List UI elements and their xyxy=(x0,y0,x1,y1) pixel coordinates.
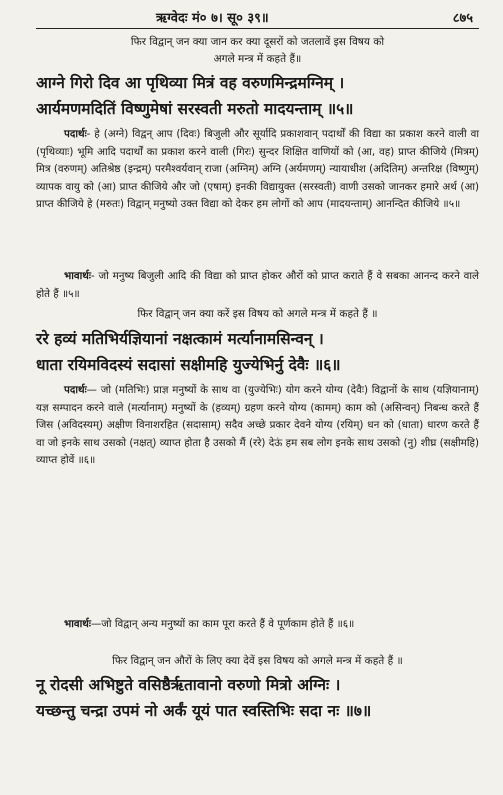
intro-5-line-2: अगले मन्त्र में कहते हैं॥ xyxy=(213,53,302,65)
mantra-5-line-1: आग्ने गिरो दिव आ पृथिव्या मित्रं वह वरुणमिन्द्रमग्निम् । xyxy=(36,73,345,92)
mantra-6-line-1: ररे हव्यं मतिभिर्यज्ञियानां नक्षत्कामं मर्त्यानामसिन्वन् । xyxy=(36,329,324,348)
intro-7-line-1: फिर विद्वान् जन औरों के लिए क्या देवें इस विषय को अगले मन्त्र में कहते हैं ॥ xyxy=(112,655,403,667)
mantra-7-line-2: यच्छन्तु चन्द्रा उपमं नो अर्कं यूयं पात स्वस्तिभिः सदा नः ॥७॥ xyxy=(36,701,372,720)
mantra-5 xyxy=(36,70,479,122)
padartha-6-text: — जो (मतिभिः) प्राज्ञ मनुष्यों के साथ वा (युज्येभिः) योग करने योग्य (देवैः) विद्वानों के साथ (यज्ञियानाम्) यज्ञ सम्पादन करने वाले (मर्त्यानाम्) मनुष्यों के (हव्यम्) ग्रहण करने योग्य (कामम्) काम को (असिन्वन्) निबन्ध करते हैं जिस (अविदस्यम्) अक्षीण विनाशरहित (सदासाम्) सदैव अच्छे प्रकार देवने योग्य (रयिम्) धन को (धाता) धारण करते हैं वा जो इनके साथ उसको (नक्षत्) व्याप्त होता है उसको मैं (ररे) देऊं हम सब लोग इनके साथ उसको (नु) शीघ्र (सक्षीमहि) व्याप्त होवें ॥६॥ xyxy=(36,384,479,466)
padartha-5-text: - हे (अग्ने) विद्वन् आप (दिवः) बिजुली और सूर्यादि प्रकाशवान् पदार्थों की विद्या का प्रकाश करने वाली वा (पृथिव्याः) भूमि आदि पदार्थों का प्रकाश करने वाली (गिरः) सुन्दर शिक्षित वाणियों को (आ, वह) प्राप्त कीजिये (मित्रम्) मित्र (वरुणम्) अतिश्रेष्ठ (इन्द्रम्) परमैश्वर्यवान् राजा (अग्निम्) अग्नि (अर्यमणम्) न्यायाधीश (अदितिम्) अन्तरिक्ष (विष्णुम्) व्यापक वायु को (आ) प्राप्त कीजिये और जो (एषाम्) इनकी विद्यायुक्त (सरस्वती) वाणी उसको जानकर हमारे अर्थ (आ) प्राप्त कीजिये हे (मरुतः) विद्वान् मनुष्यो उक्त विद्या को देकर हम लोगों को आप (मादयन्ताम्) आनन्दित कीजिये ॥५॥ xyxy=(36,128,479,210)
mantra-6-line-2: धाता रयिमविदस्यं सदासां सक्षीमहि युज्येभिर्नु देवैः ॥६॥ xyxy=(36,355,341,374)
intro-5 xyxy=(36,34,479,68)
padartha-6 xyxy=(36,382,479,470)
padartha-5 xyxy=(36,126,479,214)
mantra-7 xyxy=(36,672,479,724)
header-title: ऋग्वेदः मं० ७। सू० ३९॥ xyxy=(156,11,269,26)
bhavartha-5 xyxy=(36,268,479,303)
intro-7 xyxy=(36,653,479,670)
mantra-5-line-2: आर्यमणमदितिं विष्णुमेषां सरस्वती मरुतो मादयन्ताम् ॥५॥ xyxy=(36,99,354,118)
running-header xyxy=(36,6,479,29)
bhavartha-6-label: भावार्थः xyxy=(64,618,91,630)
intro-6-line-1: फिर विद्वान् जन क्या करें इस विषय को अगले मन्त्र में कहते हैं ॥ xyxy=(137,308,378,320)
bhavartha-6-text: —जो विद्वान् अन्य मनुष्यों का काम पूरा करते हैं वे पूर्णकाम होते हैं ॥६॥ xyxy=(90,618,355,630)
padartha-6-label: पदार्थः xyxy=(64,384,87,396)
intro-5-line-1: फिर विद्वान् जन क्या जान कर क्या दूसरों को जतलावें इस विषय को xyxy=(130,36,385,48)
bhavartha-6 xyxy=(36,616,479,634)
mantra-6 xyxy=(36,326,479,378)
page-number: ८७५ xyxy=(452,11,473,26)
bhavartha-5-label: भावार्थः xyxy=(64,270,91,282)
padartha-5-label: पदार्थः xyxy=(64,128,87,140)
mantra-7-line-1: नू रोदसी अभिष्टुते वसिष्ठैर्ऋतावानो वरुणो मित्रो अग्निः । xyxy=(36,675,341,694)
intro-6 xyxy=(36,306,479,323)
bhavartha-5-text: - जो मनुष्य बिजुली आदि की विद्या को प्राप्त होकर औरों को प्राप्त कराते हैं वे सबका आनन्द करने वाले होते हैं ॥५॥ xyxy=(36,270,479,300)
